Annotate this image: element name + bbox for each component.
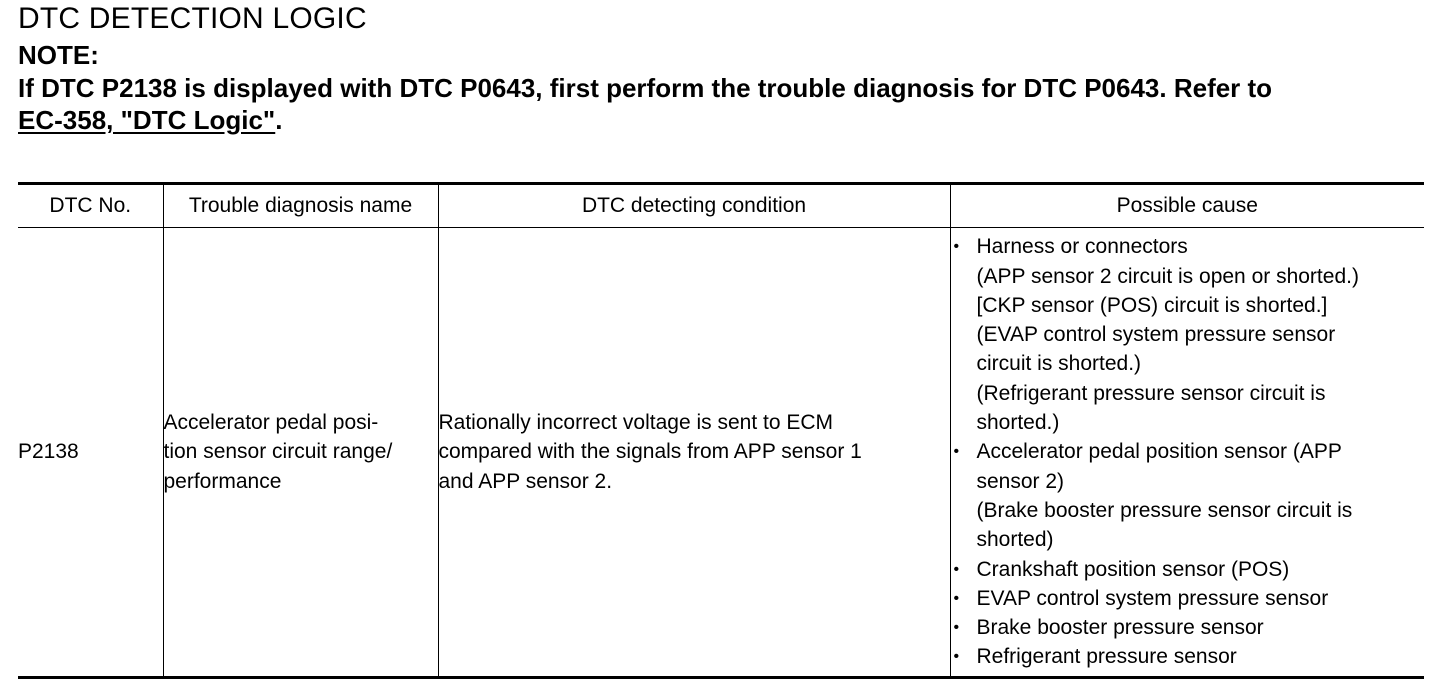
bullet-icon: • [953, 560, 960, 578]
cell-trouble-diagnosis-name [163, 228, 438, 678]
cause-line: Harness or connectors [976, 235, 1188, 259]
cause-item [951, 642, 1425, 671]
condition-line: compared with the signals from APP sensor 1 [438, 440, 862, 464]
header-trouble-diagnosis-name: Trouble diagnosis name [163, 184, 438, 228]
cause-line: Refrigerant pressure sensor [976, 645, 1237, 669]
bullet-icon: • [953, 648, 960, 666]
table-row [18, 228, 1424, 678]
cell-detecting-condition [438, 228, 950, 678]
cause-item [951, 584, 1425, 613]
note-label: NOTE: [18, 40, 99, 70]
condition-line: and APP sensor 2. [438, 469, 613, 493]
cell-dtc-no: P2138 [18, 228, 163, 678]
note-period: . [275, 105, 283, 135]
bullet-icon: • [953, 589, 960, 607]
note-line-2 [18, 104, 1448, 136]
name-line: tion sensor circuit range/ [163, 440, 393, 464]
cause-line: (Refrigerant pressure sensor circuit is [976, 381, 1326, 405]
header-dtc-no: DTC No. [18, 184, 163, 228]
table-header-row [18, 184, 1424, 228]
cause-line: Crankshaft position sensor (POS) [976, 557, 1290, 581]
section-title: DTC DETECTION LOGIC [18, 2, 367, 35]
bullet-icon: • [953, 619, 960, 637]
cause-line: Accelerator pedal position sensor (APP [976, 440, 1342, 464]
bullet-icon: • [953, 443, 960, 461]
dtc-table [18, 182, 1424, 679]
note-reference-link[interactable]: EC-358, "DTC Logic" [18, 105, 276, 135]
possible-cause-list [951, 232, 1425, 671]
cause-item [951, 232, 1425, 437]
cause-line: shorted.) [976, 411, 1060, 435]
cause-line: sensor 2) [976, 469, 1065, 493]
name-line: Accelerator pedal posi- [163, 411, 379, 435]
condition-line: Rationally incorrect voltage is sent to ECM [438, 411, 833, 435]
cause-line: (EVAP control system pressure sensor [976, 323, 1336, 347]
cause-line: (APP sensor 2 circuit is open or shorted.) [976, 264, 1359, 288]
cause-line: EVAP control system pressure sensor [976, 586, 1329, 610]
cause-line: [CKP sensor (POS) circuit is shorted.] [976, 293, 1328, 317]
cause-item [951, 613, 1425, 642]
name-line: performance [163, 469, 282, 493]
header-possible-cause: Possible cause [950, 184, 1424, 228]
cause-line: shorted) [976, 528, 1054, 552]
note-text [18, 72, 1448, 136]
cause-line: (Brake booster pressure sensor circuit is [976, 498, 1353, 522]
note-line-1: If DTC P2138 is displayed with DTC P0643, first perform the trouble diagnosis for DTC P0643. Refer to [18, 73, 1273, 103]
cause-line: circuit is shorted.) [976, 352, 1142, 376]
cause-line: Brake booster pressure sensor [976, 616, 1264, 640]
header-detecting-condition: DTC detecting condition [438, 184, 950, 228]
cell-possible-cause [950, 228, 1424, 678]
cause-item [951, 555, 1425, 584]
bullet-icon: • [953, 238, 960, 256]
cause-item [951, 437, 1425, 554]
